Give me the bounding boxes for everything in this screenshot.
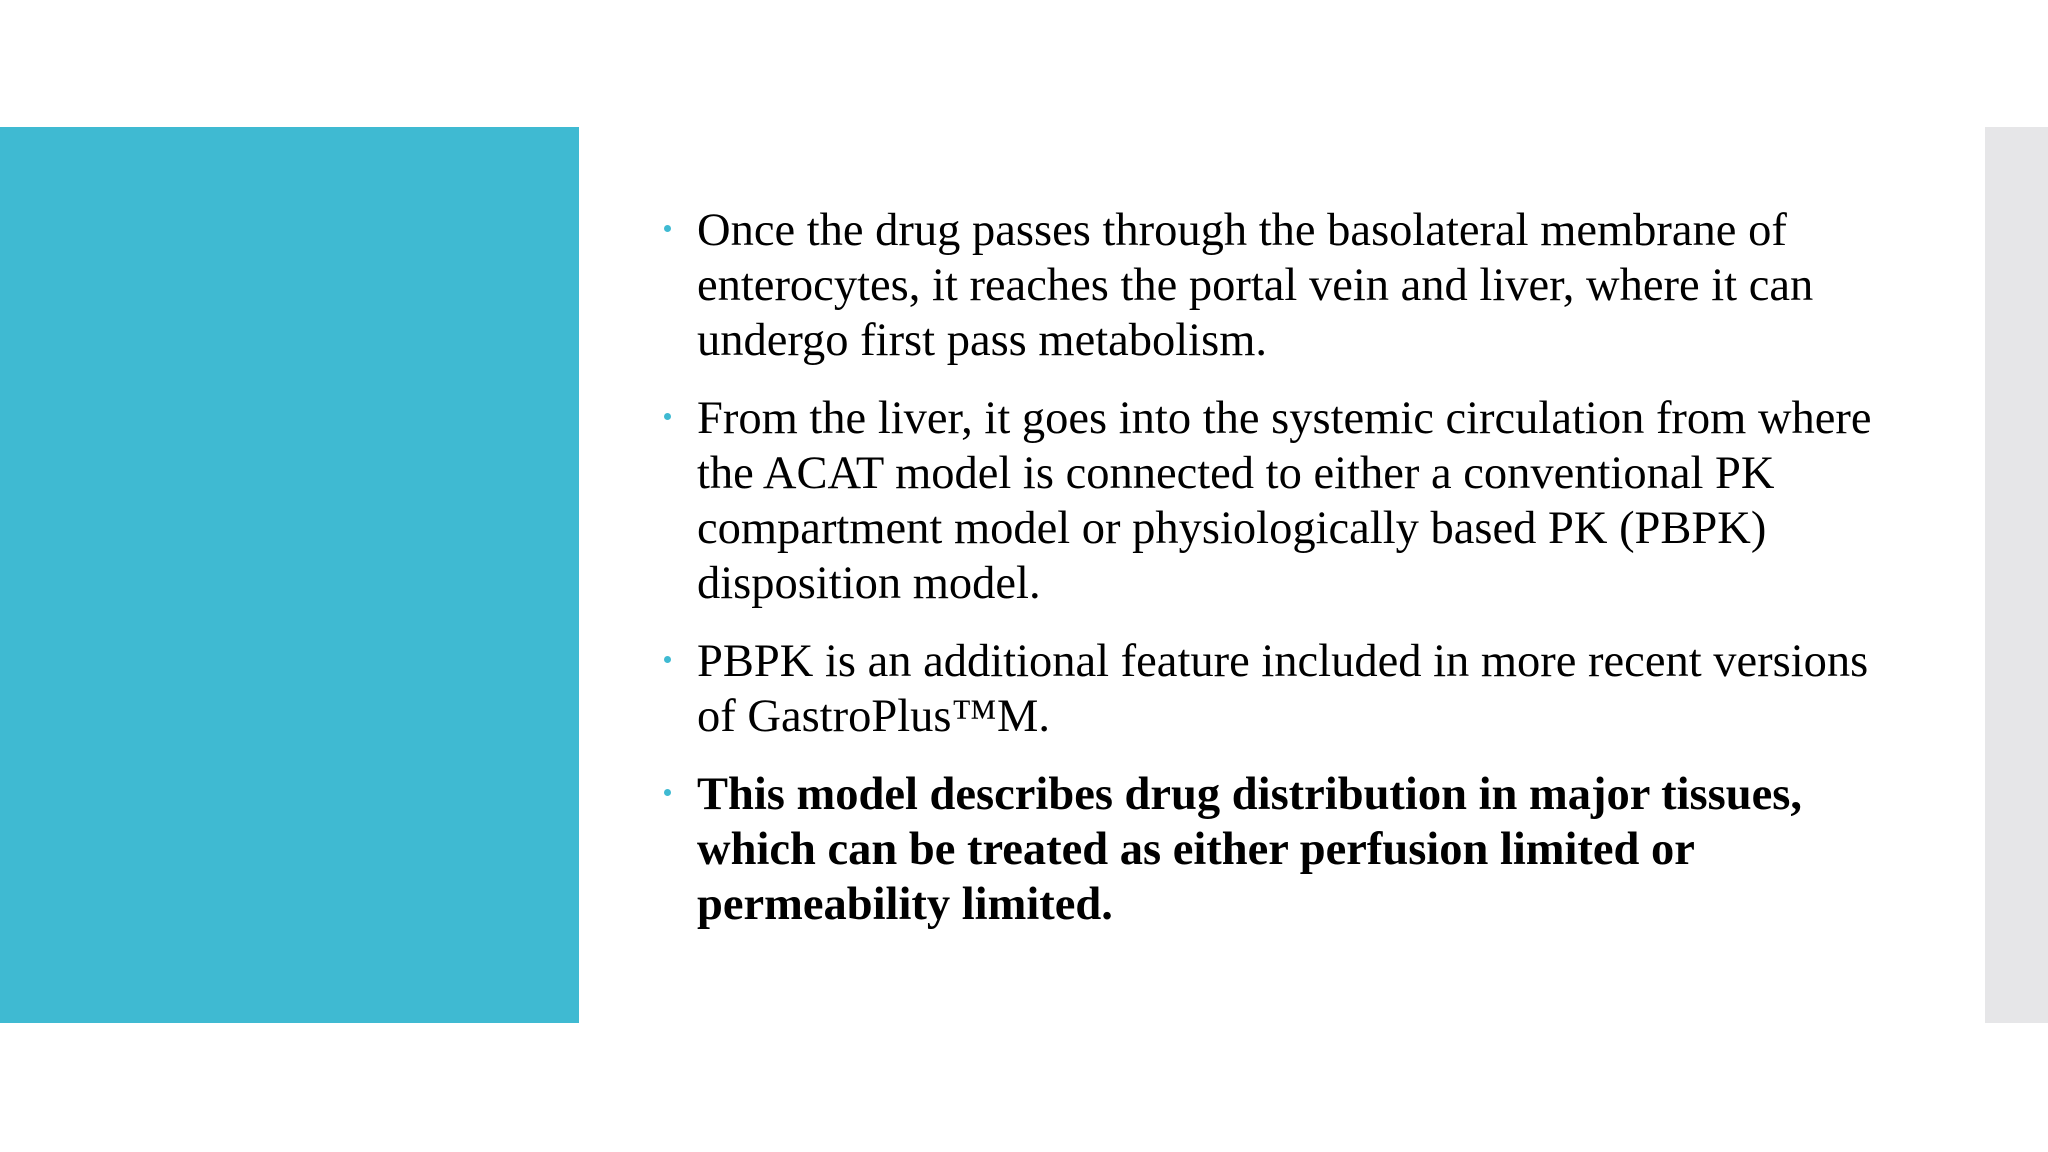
side-bar xyxy=(1985,127,2048,1023)
slide-content xyxy=(660,203,1880,955)
bullet-icon xyxy=(664,656,671,663)
bullet-text-3: PBPK is an additional feature included in more recent versions of GastroPlus™M. xyxy=(697,636,1869,742)
bullet-list xyxy=(660,203,1880,932)
bullet-icon xyxy=(664,225,671,232)
bullet-text-1: Once the drug passes through the basolateral membrane of enterocytes, it reaches the portal vein and liver, where it can undergo first pass metabolism. xyxy=(697,205,1814,366)
bullet-text-2: From the liver, it goes into the systemic circulation from where the ACAT model is connected to either a conventional PK compartment model or physiologically based PK (PBPK) disposition model. xyxy=(697,393,1872,609)
bullet-item-4 xyxy=(660,767,1880,932)
bullet-icon xyxy=(664,413,671,420)
bullet-item-3 xyxy=(660,634,1880,744)
bullet-text-4: This model describes drug distribution in major tissues, which can be treated as either perfusion limited or permeability limited. xyxy=(697,769,1802,930)
accent-block xyxy=(0,127,579,1023)
bullet-item-2 xyxy=(660,391,1880,611)
bullet-icon xyxy=(664,789,671,796)
bullet-item-1 xyxy=(660,203,1880,368)
